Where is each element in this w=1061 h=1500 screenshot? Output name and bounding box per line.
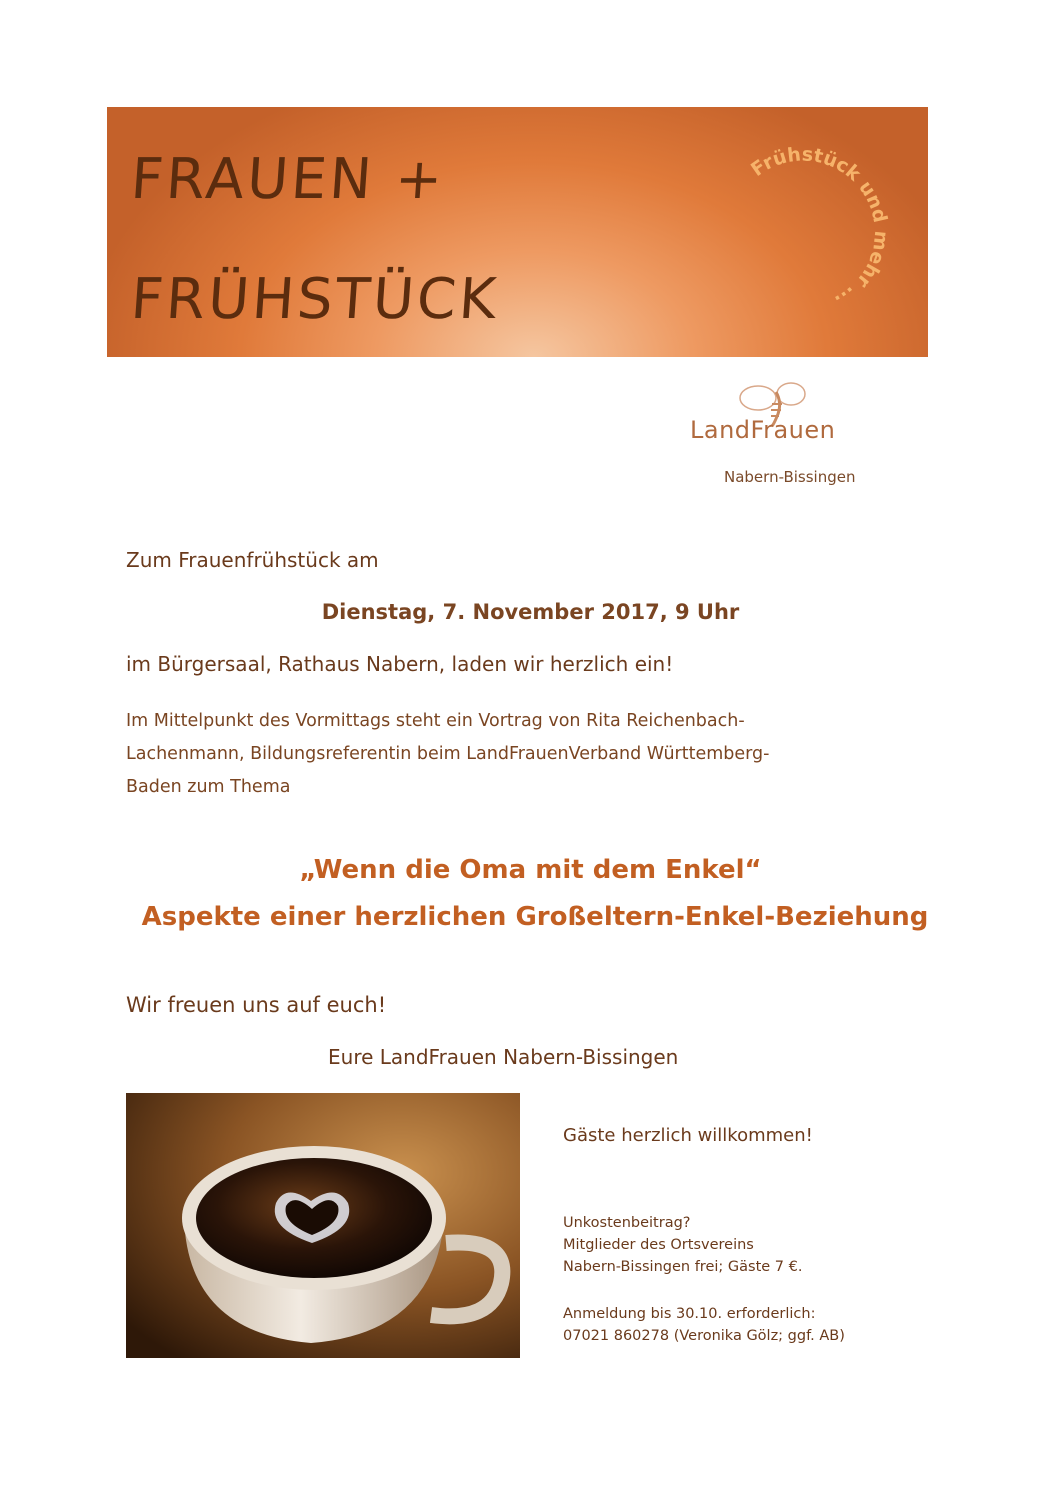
event-venue: im Bürgersaal, Rathaus Nabern, laden wir herzlich ein! [126, 652, 674, 676]
cost-line: Unkostenbeitrag? [563, 1215, 691, 1231]
event-date: Dienstag, 7. November 2017, 9 Uhr [321, 600, 740, 624]
signature: Eure LandFrauen Nabern-Bissingen [328, 1045, 679, 1069]
arc-slogan [717, 137, 917, 327]
cost-info [563, 1212, 802, 1278]
description-line: Baden zum Thema [126, 777, 291, 797]
registration-line: Anmeldung bis 30.10. erforderlich: [563, 1306, 816, 1322]
greeting: Wir freuen uns auf euch! [126, 993, 387, 1017]
svg-text:Frühstück und mehr ... [747, 143, 892, 312]
cost-line: Nabern-Bissingen frei; Gäste 7 €. [563, 1259, 803, 1275]
guests-welcome: Gäste herzlich willkommen! [563, 1125, 813, 1146]
banner-title-line1: FRAUEN + [128, 147, 448, 212]
registration-line: 07021 860278 (Veronika Gölz; ggf. AB) [563, 1328, 845, 1344]
landfrauen-logo [690, 378, 890, 488]
logo-place: Nabern-Bissingen [724, 468, 856, 486]
arc-slogan-text: Frühstück und mehr ... [747, 143, 893, 313]
cost-line: Mitglieder des Ortsvereins [563, 1237, 754, 1253]
intro-text: Zum Frauenfrühstück am [126, 548, 379, 572]
description-paragraph [126, 705, 769, 804]
coffee-cup-image [126, 1093, 520, 1358]
topic-title: „Wenn die Oma mit dem Enkel“ [299, 855, 762, 885]
banner-title-line2: FRÜHSTÜCK [128, 267, 502, 332]
logo-wordmark: LandFrauen [690, 416, 836, 444]
description-line: Im Mittelpunkt des Vormittags steht ein Vortrag von Rita Reichenbach- [126, 711, 745, 731]
description-line: Lachenmann, Bildungsreferentin beim LandFrauenVerband Württemberg- [126, 744, 770, 764]
topic-subtitle: Aspekte einer herzlichen Großeltern-Enkel-Beziehung [141, 902, 929, 932]
registration-info [563, 1303, 845, 1347]
header-banner [107, 107, 928, 357]
